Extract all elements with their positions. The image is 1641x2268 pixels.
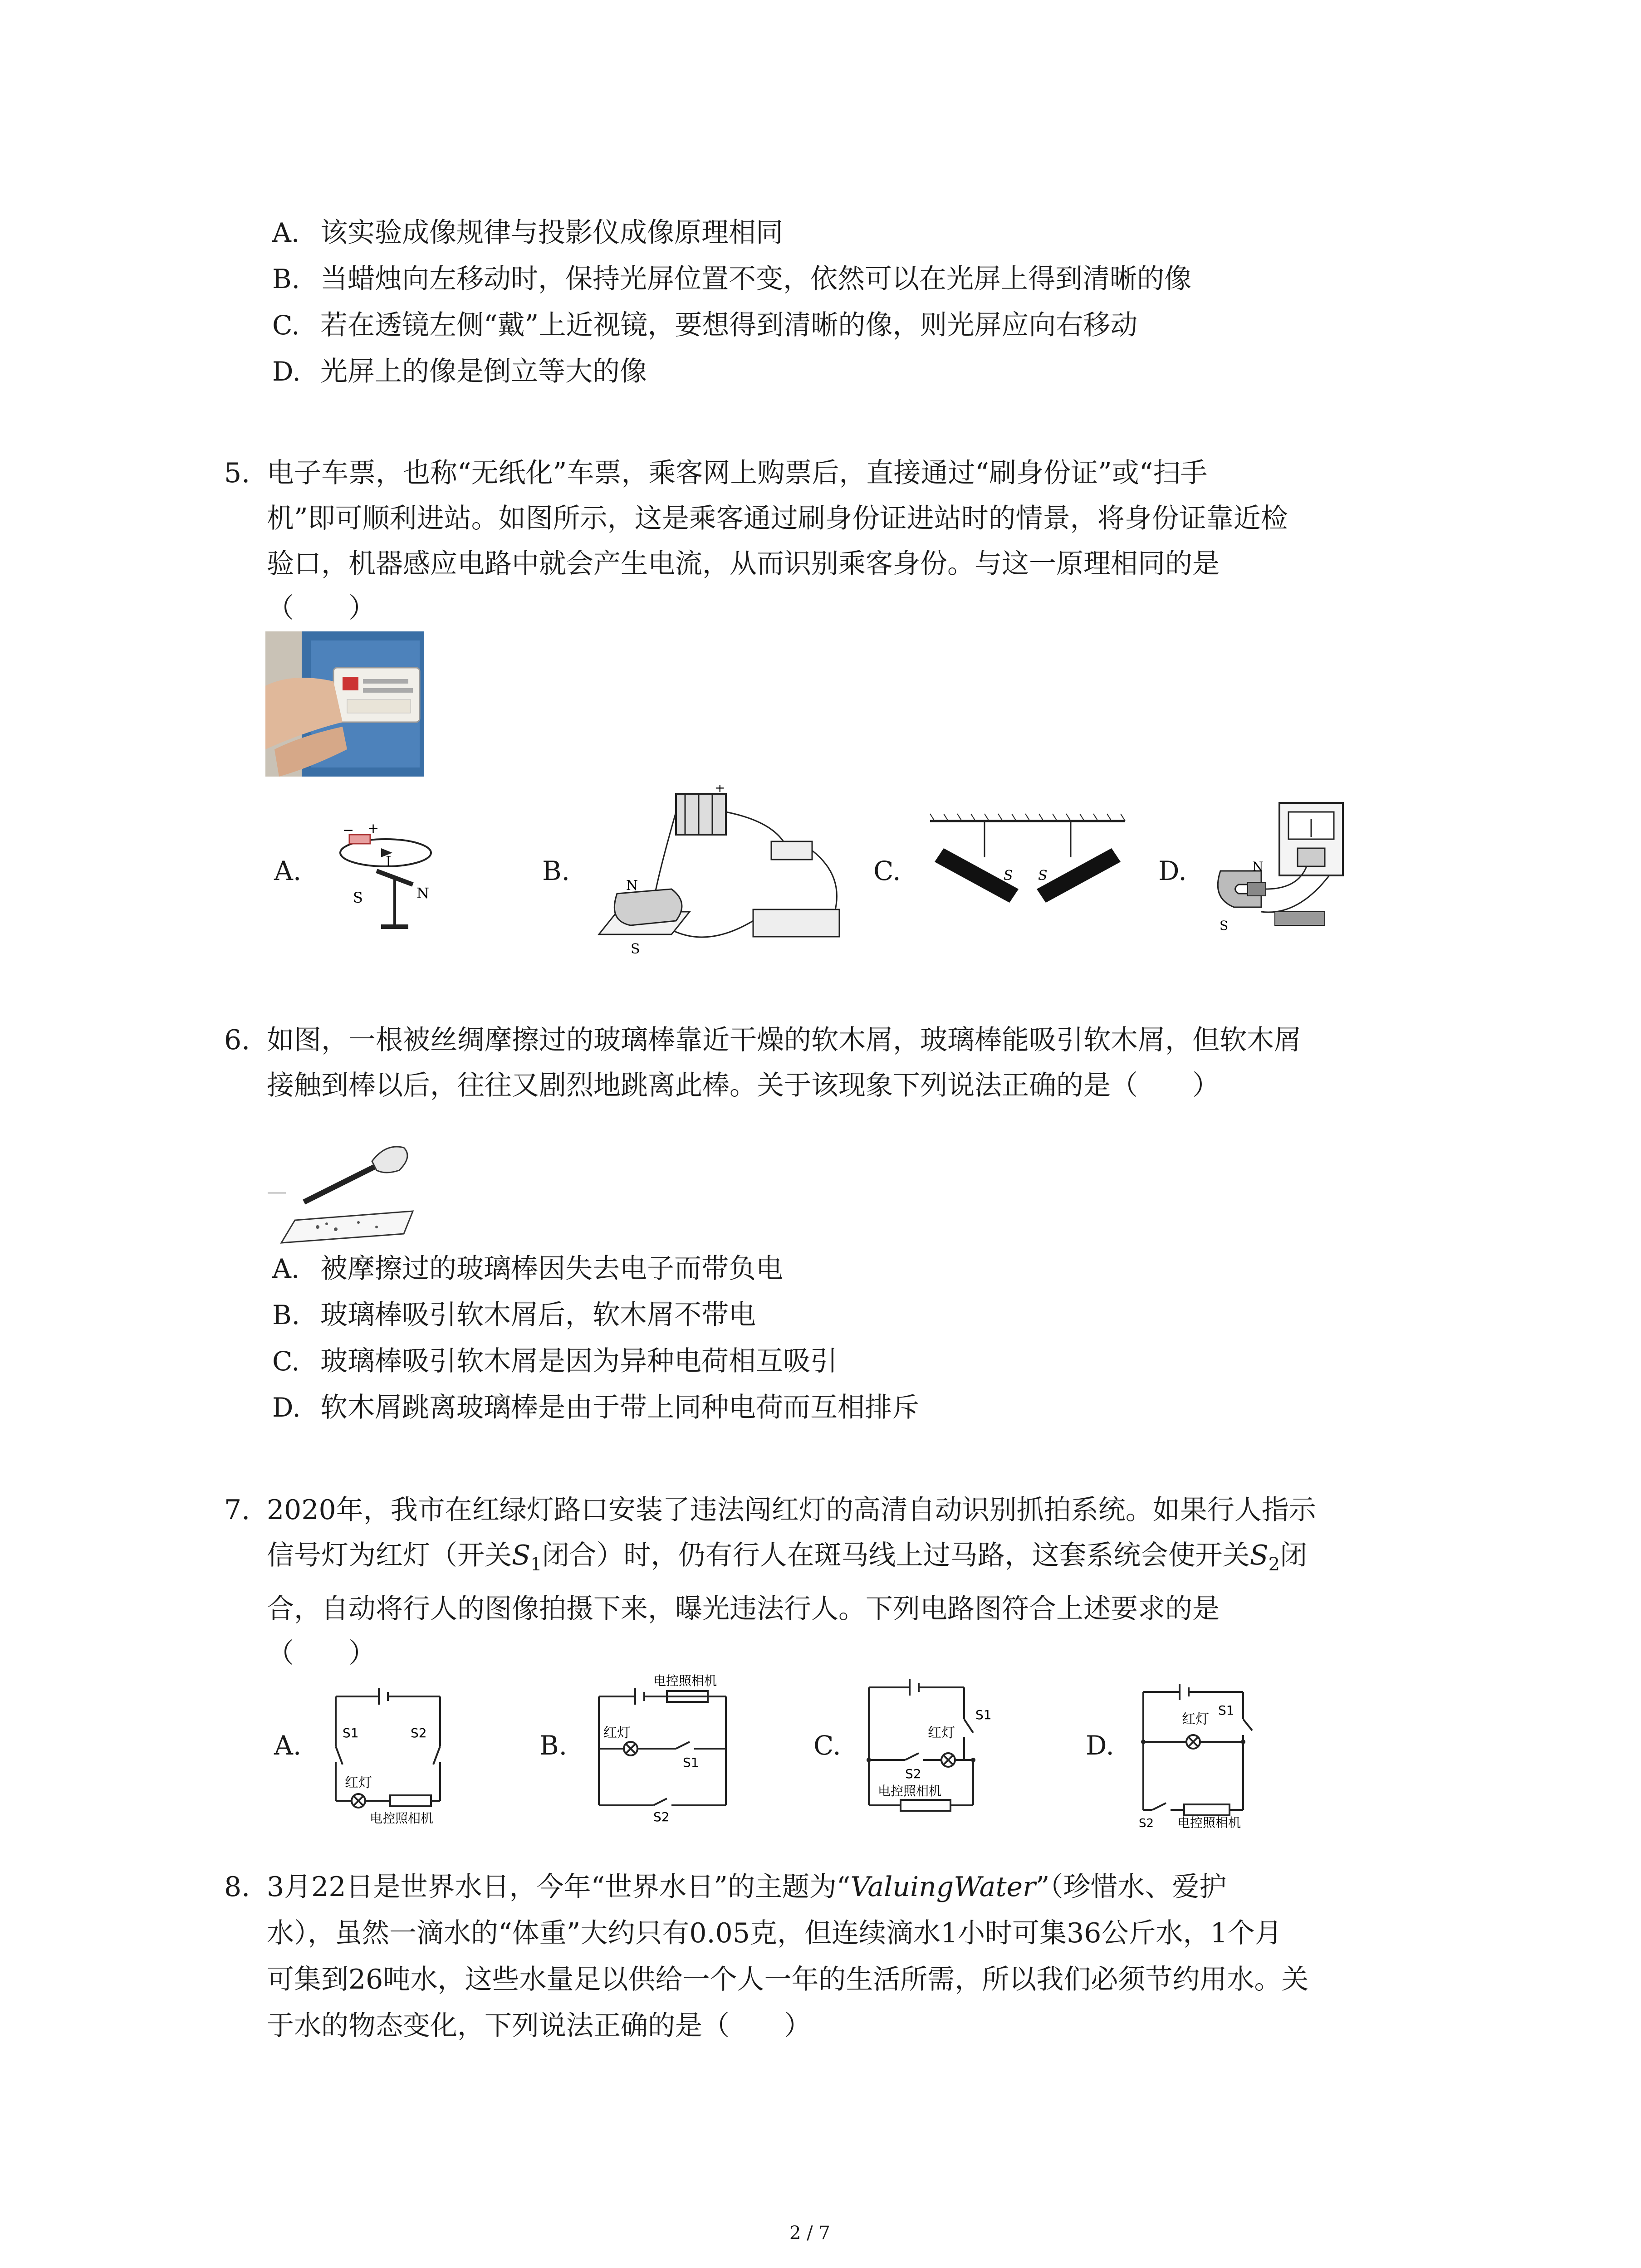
q7-line-4: （ ）	[267, 1637, 376, 1669]
q7a-s2: S2	[411, 1725, 427, 1740]
q7-s2-subscript: 2	[1268, 1554, 1280, 1575]
q4-option-a: 该实验成像规律与投影仪成像原理相同	[320, 217, 783, 249]
q4-option-d: 光屏上的像是倒立等大的像	[320, 356, 647, 387]
q7d-lamp-label: 红灯	[1182, 1711, 1209, 1727]
q8-number: 8.	[224, 1871, 250, 1903]
q5a-s: S	[353, 889, 363, 906]
q5c-s-right: S	[1038, 868, 1048, 884]
q5-option-a-letter: A.	[274, 855, 302, 886]
q7-number: 7.	[224, 1494, 250, 1526]
q4-option-letter: D.	[272, 356, 301, 387]
q7c-camera-label: 电控照相机	[878, 1784, 942, 1799]
q4-option-c: 若在透镜左侧“戴”上近视镜，要想得到清晰的像，则光屏应向右移动	[320, 309, 1138, 341]
glass-rod-figure	[268, 1125, 422, 1247]
q7b-camera-label: 电控照相机	[653, 1673, 717, 1688]
q6-line: 如图，一根被丝绸摩擦过的玻璃棒靠近干燥的软木屑，玻璃棒能吸引软木屑，但软木屑	[267, 1024, 1301, 1056]
q6-option-letter: D.	[272, 1392, 301, 1423]
q5-option-d-letter: D.	[1158, 855, 1187, 886]
q7-circuit-d	[1134, 1678, 1284, 1828]
q7-line-1: 2020年，我市在红绿灯路口安装了违法闯红灯的高清自动识别抓拍系统。如果行人指示	[267, 1494, 1316, 1526]
q5d-s: S	[1220, 918, 1229, 933]
q7b-s1: S1	[683, 1755, 699, 1770]
q7-option-b-letter: B.	[539, 1730, 568, 1761]
q7c-s2: S2	[905, 1766, 921, 1781]
q5-figure-c-hanging-magnets	[921, 807, 1134, 925]
q5-option-b-letter: B.	[542, 855, 570, 886]
q7a-camera-label: 电控照相机	[370, 1811, 434, 1826]
q6-option-letter: C.	[272, 1346, 300, 1377]
q5-line: （ ）	[267, 592, 376, 624]
q5-line: 验口，机器感应电路中就会产生电流，从而识别乘客身份。与这一原理相同的是	[267, 548, 1220, 580]
id-card-photo	[265, 631, 424, 777]
q6-line: 接触到棒以后，往往又剧烈地跳离此棒。关于该现象下列说法正确的是（ ）	[267, 1070, 1220, 1101]
q7-option-c-letter: C.	[813, 1730, 841, 1761]
q8-theme-english: ValuingWater	[850, 1871, 1036, 1903]
q5b-s: S	[631, 941, 640, 957]
q5a-minus: −	[343, 822, 354, 838]
q8-line-4: 于水的物态变化，下列说法正确的是（ ）	[267, 2010, 811, 2042]
q8-line-1c: ”（珍惜水、爱护	[1035, 1871, 1227, 1903]
q7-s2-symbol: S	[1249, 1540, 1269, 1571]
q7d-s1: S1	[1218, 1703, 1234, 1718]
q6-number: 6.	[224, 1024, 250, 1056]
q7d-camera-label: 电控照相机	[1177, 1815, 1241, 1828]
q6-option-letter: A.	[272, 1253, 300, 1284]
q5-figure-a-current-magnet	[318, 816, 454, 934]
q8-line-2: 水），虽然一滴水的“体重”大约只有0.05克，但连续滴水1小时可集36公斤水，1个月	[267, 1917, 1282, 1949]
q7-s1-symbol: S	[512, 1540, 531, 1571]
q7-line-3: 合，自动将行人的图像拍摄下来，曝光违法行人。下列电路图符合上述要求的是	[267, 1593, 1220, 1625]
q7-line-2	[267, 1539, 1307, 1581]
q7-circuit-b	[585, 1669, 740, 1823]
q4-option-letter: C.	[272, 310, 300, 341]
q5-number: 5.	[224, 457, 250, 489]
q7-line-2a: 信号灯为红灯（开关	[267, 1540, 512, 1571]
q7-circuit-a	[318, 1678, 463, 1828]
q7-line-2b: 闭合）时，仍有行人在斑马线上过马路，这套系统会使开关	[542, 1540, 1250, 1571]
q7a-s1: S1	[343, 1725, 359, 1740]
q4-option-letter: B.	[272, 264, 300, 294]
q7a-lamp-label: 红灯	[345, 1775, 372, 1791]
q5-option-c-letter: C.	[873, 855, 901, 886]
q6-option-letter: B.	[272, 1300, 300, 1330]
q7-option-d-letter: D.	[1086, 1730, 1114, 1761]
q8-line-1a: 3月22日是世界水日，今年“世界水日”的主题为“	[267, 1871, 851, 1903]
q6-option-d: 软木屑跳离玻璃棒是由于带上同种电荷而互相排斥	[320, 1392, 919, 1423]
q5-line: 电子车票，也称“无纸化”车票，乘客网上购票后，直接通过“刷身份证”或“扫手	[267, 457, 1208, 489]
q5a-n: N	[416, 885, 429, 902]
q5b-plus: +	[715, 785, 725, 795]
q5c-s-left: S	[1004, 868, 1013, 884]
q7c-lamp-label: 红灯	[928, 1725, 955, 1741]
q5-figure-d-generator	[1207, 798, 1361, 939]
page-number: 2 / 7	[789, 2223, 830, 2244]
q5-figure-b-motor-circuit	[590, 785, 853, 957]
q7-s1-subscript: 1	[530, 1554, 542, 1575]
q7d-s2: S2	[1139, 1817, 1154, 1828]
q7-line-2c: 闭	[1280, 1540, 1308, 1571]
q7b-lamp-label: 红灯	[603, 1725, 631, 1741]
q7b-s2: S2	[653, 1809, 670, 1823]
q7c-s1: S1	[975, 1707, 992, 1722]
q8-line-1	[267, 1871, 1226, 1903]
q6-option-a: 被摩擦过的玻璃棒因失去电子而带负电	[320, 1253, 783, 1285]
q5d-n: N	[1252, 859, 1264, 874]
q7-option-a-letter: A.	[274, 1730, 302, 1761]
q6-option-b: 玻璃棒吸引软木屑后，软木屑不带电	[320, 1299, 756, 1331]
q7-circuit-c	[860, 1674, 1009, 1823]
q5b-n: N	[626, 878, 638, 894]
q5a-plus: +	[367, 821, 379, 836]
q4-option-b: 当蜡烛向左移动时，保持光屏位置不变，依然可以在光屏上得到清晰的像	[320, 263, 1191, 295]
q5a-current: I	[386, 853, 392, 870]
q4-option-letter: A.	[272, 217, 300, 248]
q5-line: 机”即可顺利进站。如图所示，这是乘客通过刷身份证进站时的情景，将身份证靠近检	[267, 503, 1288, 534]
q8-line-3: 可集到26吨水，这些水量足以供给一个人一年的生活所需，所以我们必须节约用水。关	[267, 1964, 1309, 1995]
q6-option-c: 玻璃棒吸引软木屑是因为异种电荷相互吸引	[320, 1345, 838, 1377]
